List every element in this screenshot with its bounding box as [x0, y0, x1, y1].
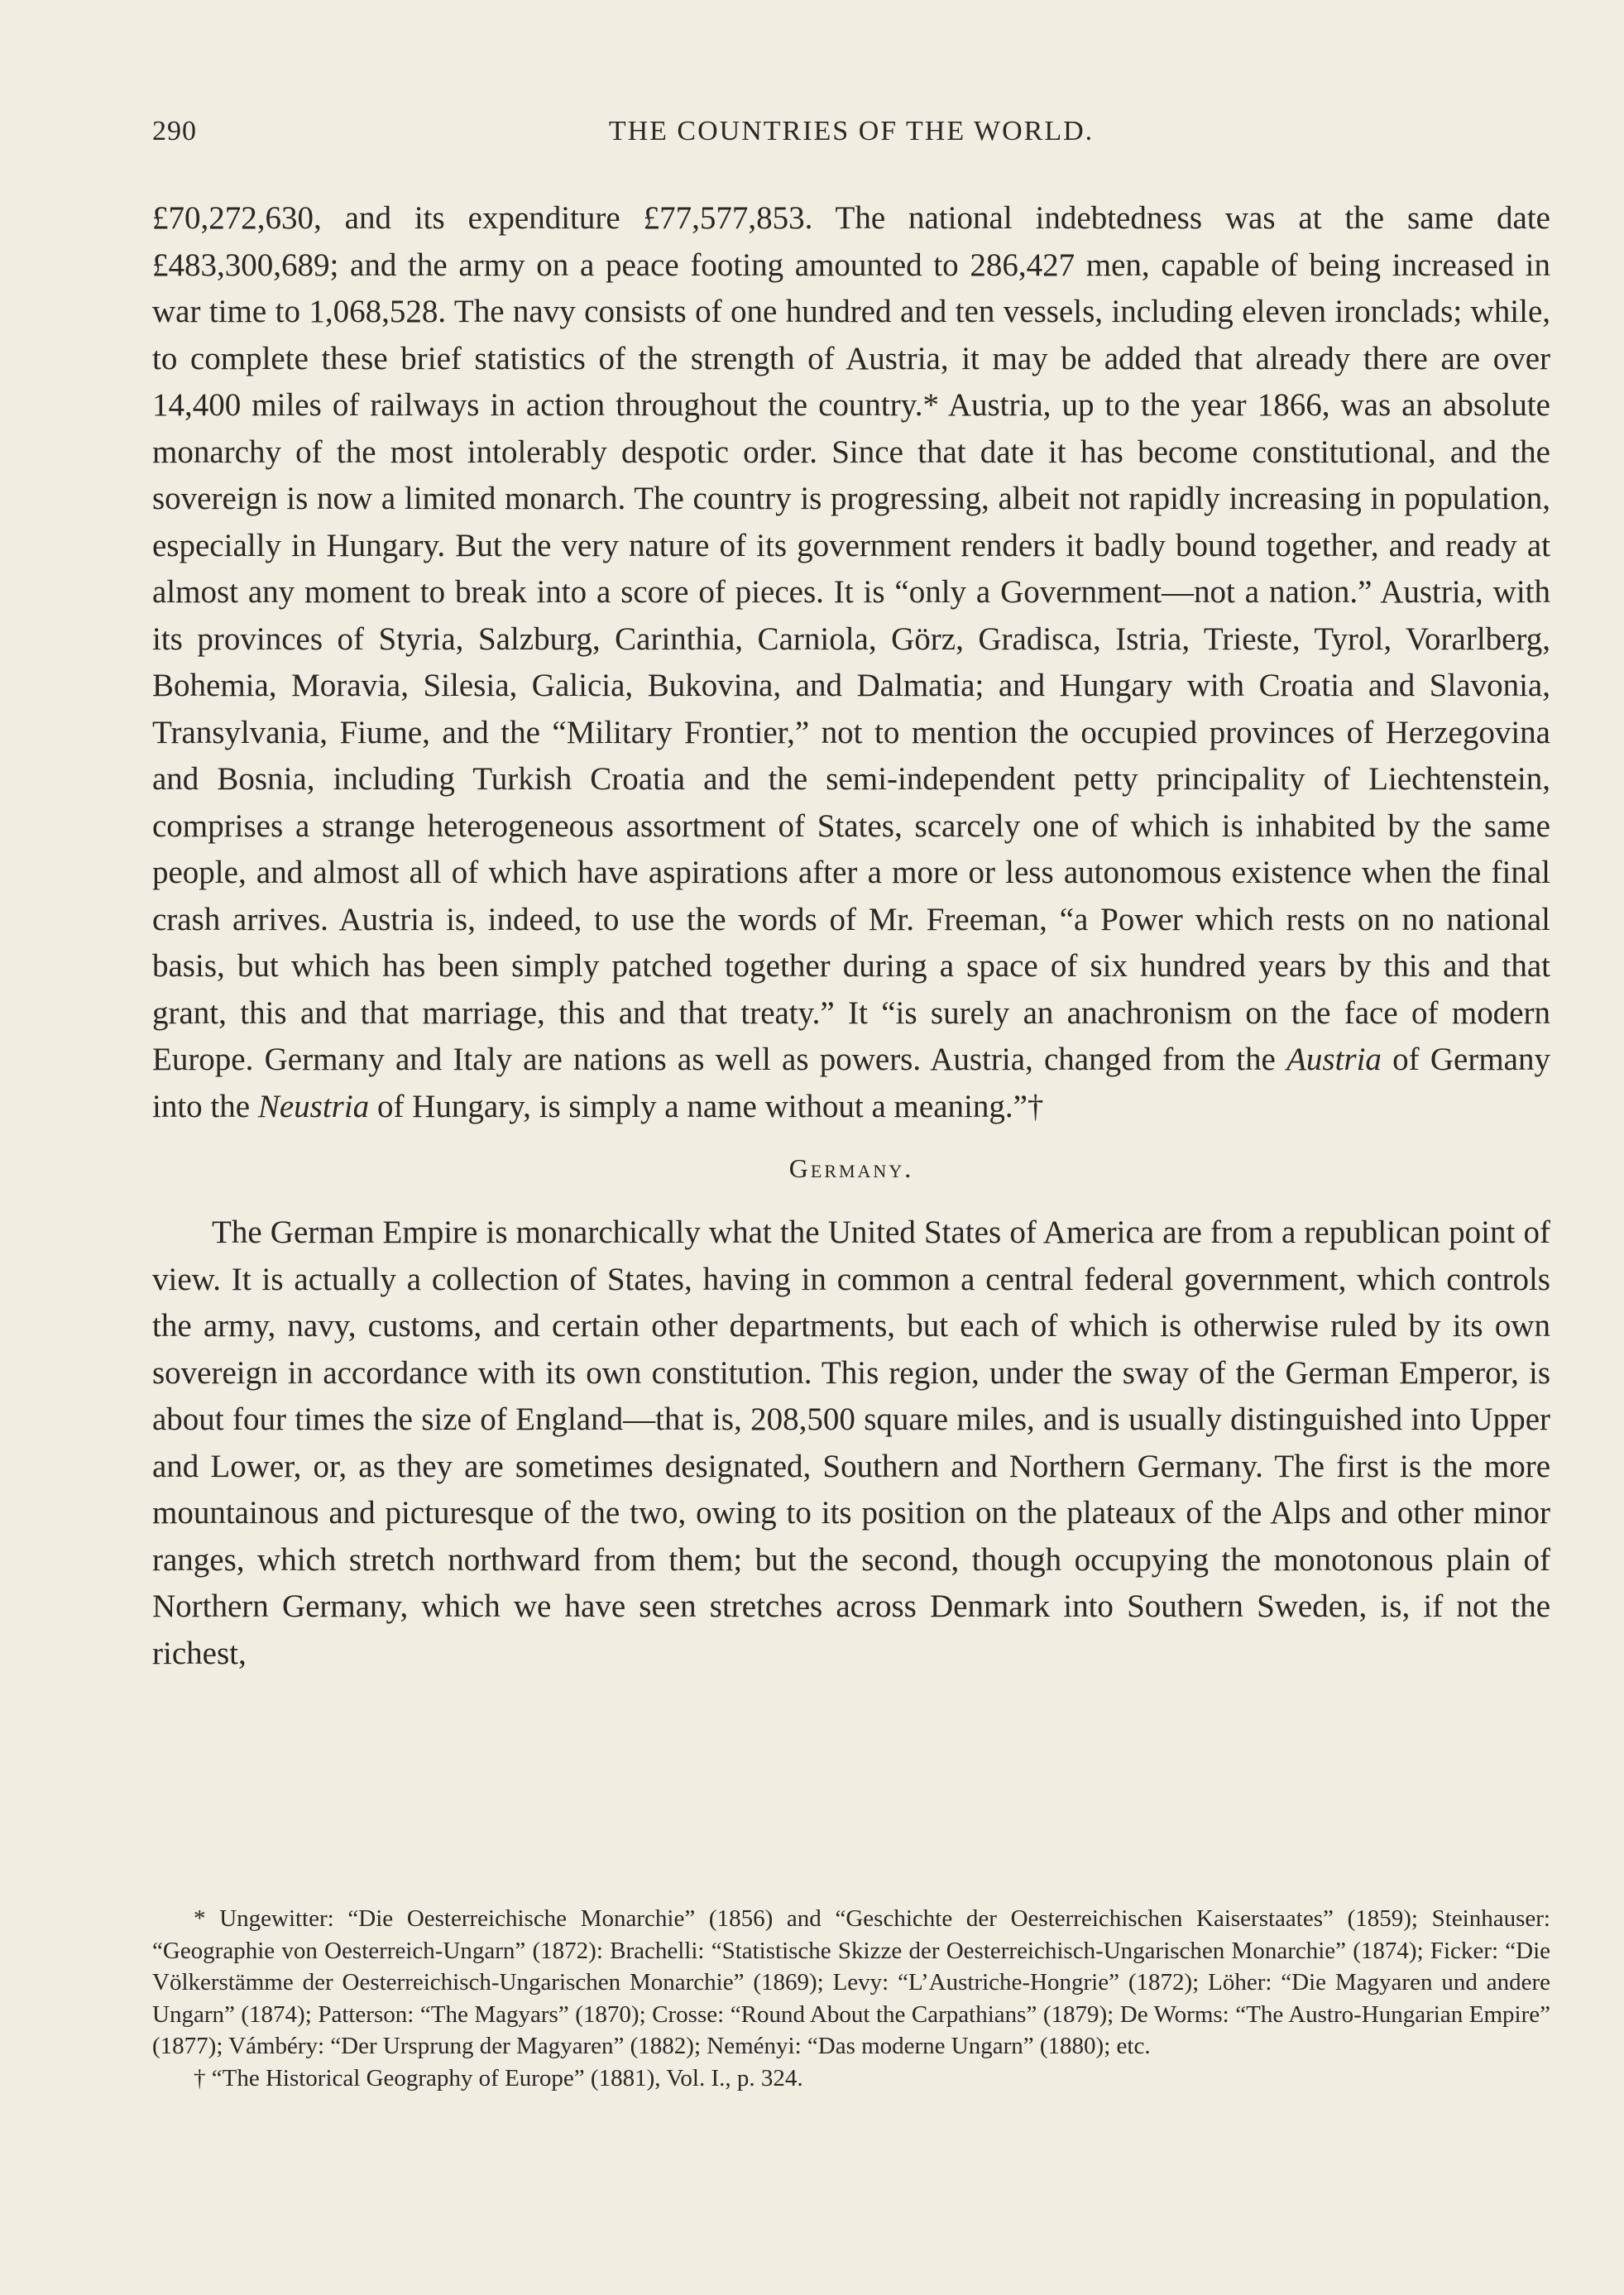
page-number: 290 [152, 116, 197, 146]
italic-neustria: Neustria [257, 1088, 370, 1124]
paragraph-germany: The German Empire is monarchically what the United States of America are from a republican point of view. It is actually a collection of States, having in common a central federal government, which controls the army, navy, customs, and certain other departments, but each of which is otherwise ruled by its own sovereign in accordance with its own constitution. This region, under the sway of the German Emperor, is about four times the size of England—that is, 208,500 square miles, and is usually distinguished into Upper and Lower, or, as they are sometimes designated, Southern and Northern Germany. The first is the more mountainous and picturesque of the two, owing to its position on the plateaux of the Alps and other minor ranges, which stretch northward from them; but the second, though occupying the monotonous plain of Northern Germany, which we have seen stretches across Denmark into Southern Sweden, is, if not the richest, [152, 1215, 1550, 1671]
paragraph-austria-text-c: of Hungary, is simply a name without a meaning.”† [369, 1088, 1044, 1124]
footnote-asterisk: * Ungewitter: “Die Oesterreichische Monarchie” (1856) and “Geschichte der Oesterreichischen Kaiserstaates” (1859); Steinhauser: “Geographie von Oesterreich-Ungarn” (1872): Brachelli: “Statistische Skizze der Oesterreichisch-Ungarischen Monarchie” (1874); Ficker: “Die Völkerstämme der Oesterreichisch-Ungarischen Monarchie” (1869); Levy: “L’Austriche-Hongrie” (1872); Löher: “Die Magyaren und andere Ungarn” (1874); Patterson: “The Magyars” (1870); Crosse: “Round About the Carpathians” (1879); De Worms: “The Austro-Hungarian Empire” (1877); Vámbéry: “Der Ursprung der Magyaren” (1882); Neményi: “Das moderne Ungarn” (1880); etc. [152, 1905, 1550, 2059]
paragraph-austria-text-b: of Germany into the [152, 1042, 1550, 1124]
section-heading-germany: Germany. [788, 1153, 914, 1183]
italic-austria: Austria [1286, 1042, 1382, 1077]
paragraph-austria-text-a: £70,272,630, and its expenditure £77,577,853. The national indebtedness was at the same date £483,300,689; and the army on a peace footing amounted to 286,427 men, capable of being increased in war time to 1,068,528. The navy consists of one hundred and ten vessels, including eleven ironclads; while, to complete these brief statistics of the strength of Austria, it may be added that already there are over 14,400 miles of railways in action throughout the country.* Austria, up to the year 1866, was an absolute monarchy of the most intolerably despotic order. Since that date it has become constitutional, and the sovereign is now a limited monarch. The country is progressing, albeit not rapidly increasing in population, especially in Hungary. But the very nature of its government renders it badly bound together, and ready at almost any moment to break into a score of pieces. It is “only a Government—not a nation.” Austria, with its provinces of Styria, Salzburg, Carinthia, Carniola, Görz, Gradisca, Istria, Trieste, Tyrol, Vorarlberg, Bohemia, Moravia, Silesia, Galicia, Bukovina, and Dalmatia; and Hungary with Croatia and Slavonia, Transylvania, Fiume, and the “Military Frontier,” not to mention the occupied provinces of Herzegovina and Bosnia, including Turkish Croatia and the semi-independent petty principality of Liechtenstein, comprises a strange heterogeneous assortment of States, scarcely one of which is inhabited by the same people, and almost all of which have aspirations after a more or less autonomous existence when the final crash arrives. Austria is, indeed, to use the words of Mr. Freeman, “a Power which rests on no national basis, but which has been simply patched together during a space of six hundred years by this and that grant, this and that marriage, this and that treaty.” It “is surely an anachronism on the face of modern Europe. Germany and Italy are nations as well as powers. Austria, changed from the [152, 200, 1550, 1077]
paragraph-austria [152, 195, 1550, 1130]
footnote-dagger: † “The Historical Geography of Europe” (1881), Vol. I., p. 324. [194, 2064, 803, 2091]
running-title: THE COUNTRIES OF THE WORLD. [608, 116, 1095, 146]
running-header [152, 116, 1550, 157]
footnotes [152, 1903, 1550, 2094]
main-text [152, 195, 1550, 1677]
